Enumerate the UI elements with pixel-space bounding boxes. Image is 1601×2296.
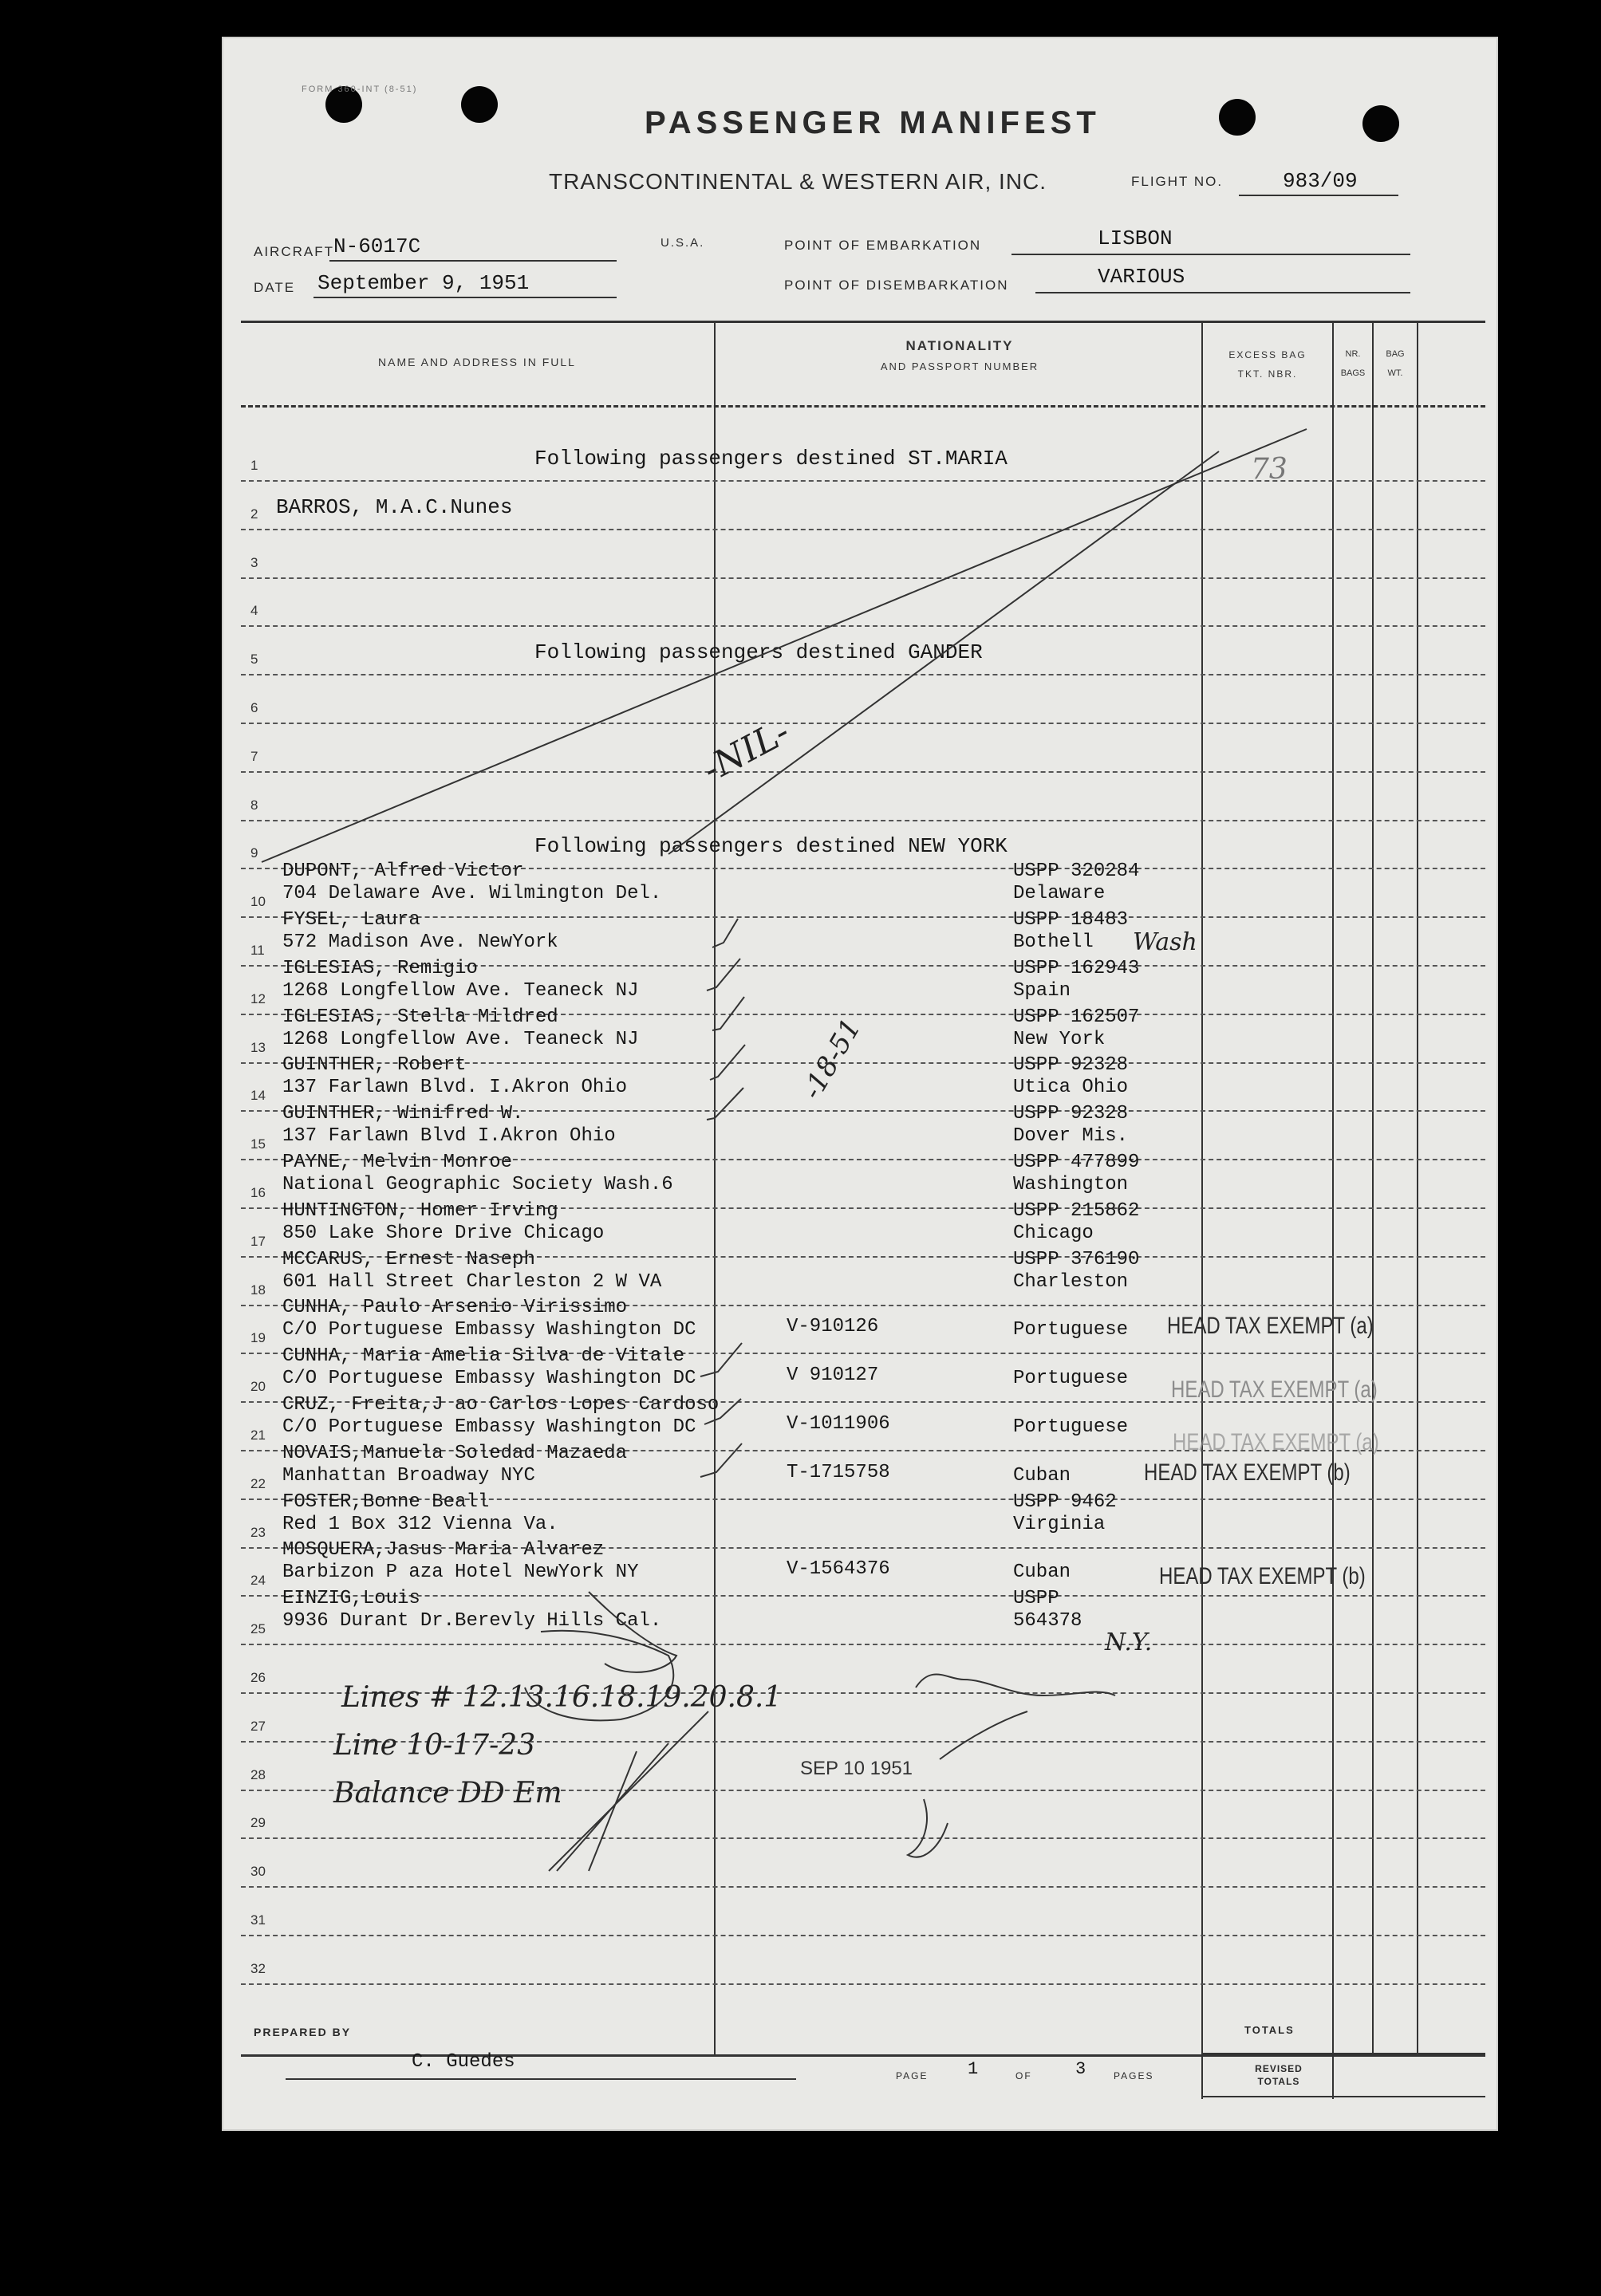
country-label: U.S.A. — [661, 236, 705, 250]
passport-number: USPP 92328 — [1013, 1054, 1129, 1077]
passenger-address: 850 Lake Shore Drive Chicago — [282, 1222, 605, 1244]
nationality: Portuguese — [1013, 1319, 1129, 1341]
passenger-name: MOSQUERA,Jasus Maria Alvarez — [282, 1539, 605, 1562]
disembarkation-value: VARIOUS — [1098, 265, 1185, 289]
passenger-address: Barbizon P aza Hotel NewYork NY — [282, 1562, 639, 1584]
passport-number: T-1715758 — [787, 1461, 890, 1483]
passport-number: USPP 477899 — [1013, 1152, 1140, 1173]
column-header-bags: BAGS — [1340, 368, 1366, 378]
passenger-name: FYSEL, Laura — [282, 909, 420, 931]
row-number: 24 — [250, 1573, 266, 1589]
nationality: Portuguese — [1013, 1368, 1129, 1390]
passenger-address: 1268 Longfellow Ave. Teaneck NJ — [282, 1028, 639, 1050]
row-number: 28 — [250, 1766, 266, 1782]
passenger-name: GUINTHER, Robert — [282, 1054, 467, 1077]
page-number: 1 — [968, 2059, 979, 2079]
passenger-address: C/O Portuguese Embassy Washington DC — [282, 1319, 696, 1341]
page-total: 3 — [1075, 2059, 1086, 2079]
row-number: 20 — [250, 1379, 266, 1395]
passenger-name: IGLESIAS, Stella Mildred — [282, 1006, 558, 1028]
manifest-sheet — [222, 37, 1498, 2131]
row-number: 22 — [250, 1475, 266, 1491]
passenger-address: 137 Farlawn Blvd I.Akron Ohio — [282, 1125, 616, 1148]
company-name: TRANSCONTINENTAL & WESTERN AIR, INC. — [549, 169, 1047, 194]
totals-label: TOTALS — [1244, 2024, 1295, 2036]
passport-number: V 910127 — [787, 1365, 879, 1387]
nationality: Cuban — [1013, 1562, 1071, 1584]
head-tax-stamp-22: HEAD TAX EXEMPT (b) — [1144, 1459, 1351, 1486]
passport-place: 564378 — [1013, 1610, 1082, 1632]
pages-label: PAGES — [1114, 2070, 1154, 2081]
handwritten-line-28: Balance DD Em — [333, 1777, 562, 1810]
passenger-name: CRUZ, Freita,J ao Carlos Lopes Cardoso — [282, 1394, 720, 1416]
handwritten-line-26: Lines # 12.13.16.18.19.20.8.1 — [341, 1681, 783, 1714]
passenger-name: MCCARUS, Ernest Naseph — [282, 1248, 535, 1270]
passenger-name: DUPONT, Alfred Victor — [282, 861, 524, 883]
row-number: 5 — [250, 652, 258, 668]
row-number: 15 — [250, 1136, 266, 1152]
strikeout-lines — [222, 37, 1498, 2131]
revised-totals-label: REVISED TOTALS — [1255, 2063, 1303, 2087]
row-number: 14 — [250, 1088, 266, 1104]
column-header-tkt: TKT. NBR. — [1237, 368, 1298, 380]
passenger-name: FOSTER,Bonne Beall — [282, 1491, 490, 1513]
handwritten-wash: Wash — [1133, 928, 1197, 956]
row-number: 16 — [250, 1185, 266, 1200]
row-section-heading: Following passengers destined ST.MARIA — [534, 447, 1008, 471]
page-label: PAGE — [896, 2070, 929, 2081]
row-number: 3 — [250, 554, 258, 570]
handwritten-excess-mark: 73 — [1251, 453, 1288, 486]
passport-place: Chicago — [1013, 1222, 1094, 1244]
passenger-address: 704 Delaware Ave. Wilmington Del. — [282, 883, 662, 905]
passport-number: USPP 162507 — [1013, 1006, 1140, 1028]
passport-number: V-910126 — [787, 1316, 879, 1338]
row-number: 6 — [250, 700, 258, 715]
row-number: 2 — [250, 506, 258, 522]
passenger-address: 1268 Longfellow Ave. Teaneck NJ — [282, 979, 639, 1002]
passenger-address: Manhattan Broadway NYC — [282, 1464, 535, 1487]
passenger-address: 9936 Durant Dr.Berevly Hills Cal. — [282, 1610, 662, 1632]
column-header-bag: BAG — [1386, 349, 1405, 359]
column-header-name: NAME AND ADDRESS IN FULL — [378, 356, 576, 368]
disembarkation-label: POINT OF DISEMBARKATION — [784, 278, 1009, 293]
column-header-excess: EXCESS BAG — [1228, 349, 1307, 360]
passport-number: USPP 215862 — [1013, 1199, 1140, 1222]
row-number: 31 — [250, 1912, 266, 1928]
passport-place: Charleston — [1013, 1270, 1129, 1293]
passport-place: Delaware — [1013, 883, 1106, 905]
head-tax-stamp-24: HEAD TAX EXEMPT (b) — [1159, 1563, 1366, 1589]
row-number: 17 — [250, 1233, 266, 1249]
handwritten-ny: N.Y. — [1105, 1628, 1153, 1656]
column-header-wt: WT. — [1387, 368, 1403, 378]
passenger-address: 601 Hall Street Charleston 2 W VA — [282, 1270, 662, 1293]
row-number: 10 — [250, 894, 266, 910]
of-label: OF — [1015, 2070, 1032, 2081]
head-tax-stamp-21: HEAD TAX EXEMPT (a) — [1173, 1429, 1379, 1455]
date-value: September 9, 1951 — [317, 271, 530, 295]
flight-number: 983/09 — [1283, 169, 1358, 193]
nationality: Portuguese — [1013, 1416, 1129, 1438]
prepared-by-label: PREPARED BY — [254, 2026, 352, 2038]
row-number: 9 — [250, 845, 258, 861]
row-number: 19 — [250, 1330, 266, 1346]
passport-place: Virginia — [1013, 1513, 1106, 1535]
row-number: 26 — [250, 1670, 266, 1685]
handwritten-nil: -NIL- — [696, 711, 797, 790]
passenger-name: HUNTINGTON, Homer Irving — [282, 1199, 558, 1222]
row-number: 11 — [250, 943, 265, 958]
passport-number: USPP 376190 — [1013, 1248, 1140, 1270]
passport-number: USPP 162943 — [1013, 957, 1140, 979]
row-number: 27 — [250, 1718, 266, 1734]
row-number: 29 — [250, 1815, 266, 1831]
column-header-nationality: NATIONALITY — [905, 338, 1014, 353]
passport-place: New York — [1013, 1028, 1106, 1050]
manifest-title: PASSENGER MANIFEST — [645, 105, 1101, 140]
embarkation-label: POINT OF EMBARKATION — [784, 238, 982, 253]
aircraft-label: AIRCRAFT — [254, 244, 334, 259]
column-header-nr: NR. — [1345, 349, 1361, 359]
passenger-name: CUNHA, Maria Amelia Silva de Vitale — [282, 1345, 685, 1368]
row-number: 30 — [250, 1864, 266, 1880]
row-number: 7 — [250, 748, 258, 764]
row-number: 32 — [250, 1960, 266, 1976]
prepared-by-value: C. Guedes — [412, 2051, 515, 2073]
passport-place: Dover Mis. — [1013, 1125, 1129, 1148]
row-number: 12 — [250, 990, 266, 1006]
row-number: 23 — [250, 1524, 266, 1540]
passport-number: V-1564376 — [787, 1558, 890, 1581]
passenger-address: C/O Portuguese Embassy Washington DC — [282, 1416, 696, 1438]
column-header-passport: AND PASSPORT NUMBER — [880, 360, 1039, 372]
passenger-address: 572 Madison Ave. NewYork — [282, 931, 558, 953]
handwritten-date-note: -18-51 — [796, 1013, 868, 1105]
passenger-name: CUNHA, Paulo Arsenio Virissimo — [282, 1297, 628, 1319]
nationality: Cuban — [1013, 1464, 1071, 1487]
passenger-address: 137 Farlawn Blvd. I.Akron Ohio — [282, 1077, 628, 1099]
handwritten-line-27: Line 10-17-23 — [333, 1729, 536, 1762]
head-tax-stamp-20: HEAD TAX EXEMPT (a) — [1171, 1376, 1378, 1403]
passport-number: USPP 320284 — [1013, 861, 1140, 883]
embarkation-value: LISBON — [1098, 226, 1173, 250]
passport-place: Washington — [1013, 1174, 1129, 1195]
passenger-address: C/O Portuguese Embassy Washington DC — [282, 1368, 696, 1390]
row-section-heading: Following passengers destined GANDER — [534, 640, 983, 665]
row-number: 4 — [250, 603, 258, 619]
date-label: DATE — [254, 280, 296, 295]
passenger-name: NOVAIS,Manuela Soledad Mazaeda — [282, 1442, 628, 1464]
row-number: 8 — [250, 797, 258, 813]
passport-place: Utica Ohio — [1013, 1077, 1129, 1099]
row-number: 18 — [250, 1282, 266, 1298]
passenger-address: National Geographic Society Wash.6 — [282, 1174, 673, 1195]
aircraft-value: N-6017C — [333, 234, 421, 258]
row-section-heading: Following passengers destined NEW YORK — [534, 834, 1008, 859]
passport-number: USPP 92328 — [1013, 1103, 1129, 1125]
head-tax-stamp-19: HEAD TAX EXEMPT (a) — [1167, 1313, 1374, 1339]
passenger-name: BARROS, M.A.C.Nunes — [276, 494, 513, 519]
row-number: 1 — [250, 458, 258, 473]
passport-number: USPP — [1013, 1588, 1059, 1610]
received-date-stamp: SEP 10 1951 — [800, 1758, 913, 1779]
passport-number: USPP 18483 — [1013, 909, 1129, 931]
passport-number: V-1011906 — [787, 1413, 890, 1435]
row-number: 13 — [250, 1039, 266, 1055]
passport-place: Spain — [1013, 979, 1071, 1002]
passport-place: Bothell — [1013, 931, 1094, 953]
flight-label: FLIGHT NO. — [1131, 174, 1224, 189]
passenger-address: Red 1 Box 312 Vienna Va. — [282, 1513, 558, 1535]
row-number: 25 — [250, 1621, 266, 1637]
row-number: 21 — [250, 1428, 266, 1443]
passenger-name: IGLESIAS, Remigio — [282, 957, 478, 979]
passenger-name: EINZIG,Louis — [282, 1588, 420, 1610]
passenger-name: GUINTHER, Winifred W. — [282, 1103, 524, 1125]
passport-number: USPP 9462 — [1013, 1491, 1117, 1513]
form-number: FORM 360-INT (8-51) — [302, 85, 418, 94]
passenger-name: PAYNE, Melvin Monroe — [282, 1152, 513, 1173]
